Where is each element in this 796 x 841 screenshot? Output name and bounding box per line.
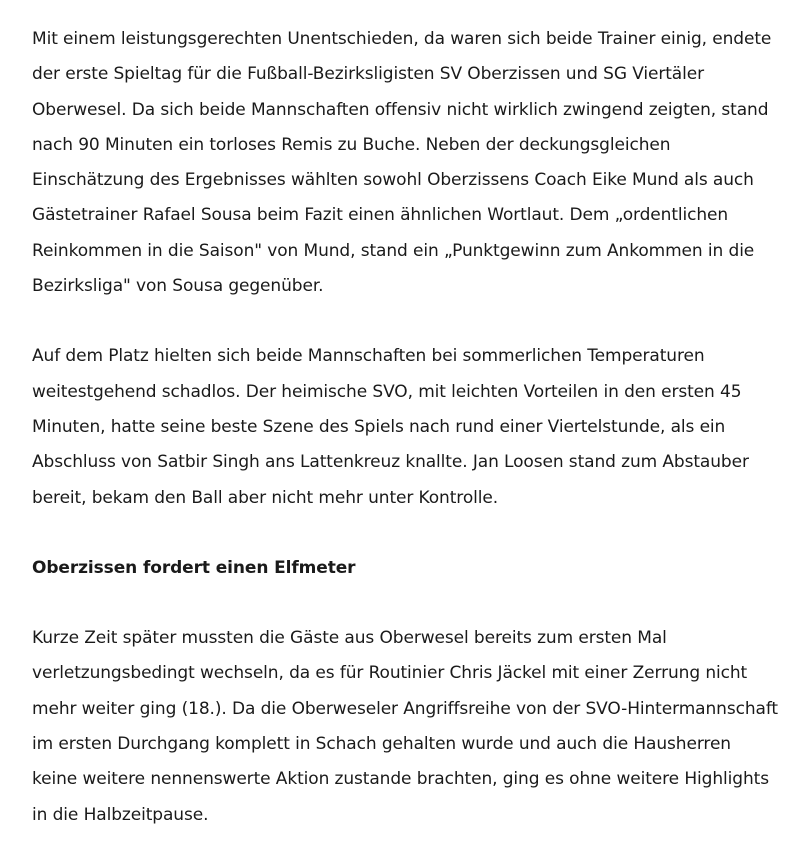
article-subheading: Oberzissen fordert einen Elfmeter [32, 557, 356, 578]
article-paragraph-2: Auf dem Platz hielten sich beide Mannschaften bei sommerlichen Temperaturen weitestgehend schadlos. Der heimische SVO, mit leichten Vorteilen in den ersten 45 Minuten, hatte seine beste Szene des Spiels nach rund einer Viertelstunde, als ein Abschluss von Satbir Singh ans Lattenkreuz knallte. Jan Loosen stand zum Abstauber bereit, bekam den Ball aber nicht mehr unter Kontrolle. [32, 346, 749, 508]
article-paragraph-1: Mit einem leistungsgerechten Unentschieden, da waren sich beide Trainer einig, endete der erste Spieltag für die Fußball-Bezirksligisten SV Oberzissen und SG Viertäler Oberwesel. Da sich beide Mannschaften offensiv nicht wirklich zwingend zeigten, stand nach 90 Minuten ein torloses Remis zu Buche. Neben der deckungsgleichen Einschätzung des Ergebnisses wählten sowohl Oberzissens Coach Eike Mund als auch Gästetrainer Rafael Sousa beim Fazit einen ähnlichen Wortlaut. Dem „ordentlichen Reinkommen in die Saison" von Mund, stand ein „Punktgewinn zum Ankommen in die Bezirksliga" von Sousa gegenüber. [32, 29, 772, 297]
article-paragraph-3: Kurze Zeit später mussten die Gäste aus Oberwesel bereits zum ersten Mal verletzungsbedingt wechseln, da es für Routinier Chris Jäckel mit einer Zerrung nicht mehr weiter ging (18.). Da die Oberweseler Angriffsreihe von der SVO-Hintermannschaft im ersten Durchgang komplett in Schach gehalten wurde und auch die Hausherren keine weitere nennenswerte Aktion zustande brachten, ging es ohne weitere Highlights in die Halbzeitpause. [32, 628, 778, 825]
article-body [32, 22, 780, 833]
